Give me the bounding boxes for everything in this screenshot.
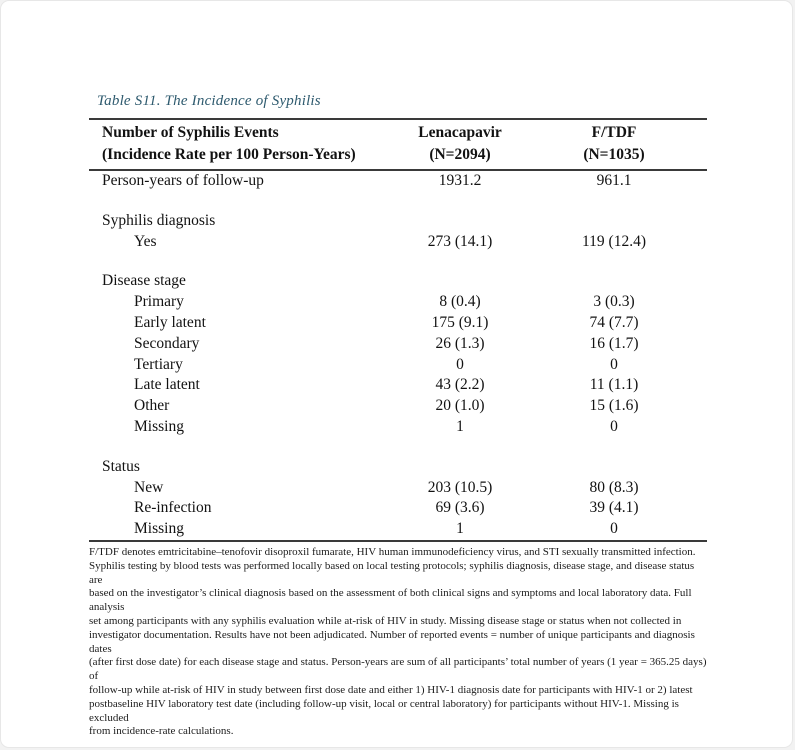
table-row-primary <box>89 292 707 313</box>
table-body <box>89 170 707 541</box>
header-measure <box>89 119 369 170</box>
header-col-lenacapavir <box>369 119 551 170</box>
footnote-line: Syphilis testing by blood tests was performed locally based on local testing protocols; syphilis diagnosis, disease stage, and disease status are <box>89 559 695 586</box>
row-value-lenacapavir: 0 <box>456 355 464 373</box>
row-value-ftdf: 16 (1.7) <box>589 334 639 352</box>
footnote-line: F/TDF denotes emtricitabine–tenofovir disoproxil fumarate, HIV human immunodeficiency virus, and STI sexually transmitted infection. <box>89 545 696 558</box>
spacer-row <box>89 252 707 271</box>
row-value-ftdf: 39 (4.1) <box>589 499 639 517</box>
row-label: Early latent <box>134 313 206 331</box>
section-row-disease-stage <box>89 271 707 292</box>
row-value-ftdf: 15 (1.6) <box>589 397 639 415</box>
row-value-ftdf: 3 (0.3) <box>593 293 635 311</box>
row-value-ftdf: 0 <box>610 417 618 435</box>
footnote-line: follow-up while at-risk of HIV in study between first dose date and either 1) HIV-1 diagnosis date for participants with HIV-1 or 2) latest <box>89 683 693 696</box>
table-row-reinfection <box>89 498 707 519</box>
section-label: Syphilis diagnosis <box>102 211 216 229</box>
row-label: New <box>134 478 164 496</box>
spacer-row <box>89 438 707 457</box>
row-label: Missing <box>134 417 184 435</box>
row-label: Re-infection <box>134 499 212 517</box>
section-label: Disease stage <box>102 272 186 290</box>
table-row-missing-status <box>89 519 707 541</box>
table-footnote <box>89 546 709 739</box>
table-header <box>89 119 707 170</box>
table-row-late-latent <box>89 375 707 396</box>
row-value-ftdf: 74 (7.7) <box>589 313 639 331</box>
row-value-ftdf: 0 <box>610 520 618 538</box>
row-label: Primary <box>134 293 184 311</box>
row-value-lenacapavir: 273 (14.1) <box>427 232 493 250</box>
table-row-tertiary <box>89 355 707 376</box>
section-row-syphilis-diagnosis <box>89 211 707 232</box>
table-row-secondary <box>89 334 707 355</box>
row-label: Yes <box>134 232 157 250</box>
table-row-early-latent <box>89 313 707 334</box>
row-value-lenacapavir: 203 (10.5) <box>427 478 493 496</box>
row-value-lenacapavir: 20 (1.0) <box>435 397 485 415</box>
footnote-line: based on the investigator’s clinical diagnosis based on the assessment of both clinical signs and symptoms and local laboratory data. Full analysis <box>89 587 692 614</box>
header-measure-line2: (Incidence Rate per 100 Person-Years) <box>102 146 356 163</box>
header-ftdf-n: (N=1035) <box>583 146 645 163</box>
table-row-missing-stage <box>89 417 707 438</box>
row-label: Missing <box>134 520 184 538</box>
syphilis-incidence-table <box>89 118 707 542</box>
row-value-lenacapavir: 1 <box>456 417 464 435</box>
row-label: Person-years of follow-up <box>102 172 264 189</box>
footnote-line: from incidence-rate calculations. <box>89 725 234 738</box>
footnote-line: postbaseline HIV laboratory test date (including follow-up visit, local or central laboratory) for participants without HIV-1. Missing is excluded <box>89 697 679 724</box>
section-label: Status <box>102 457 140 475</box>
footnote-line: set among participants with any syphilis evaluation while at-risk of HIV in study. Missing disease stage or status when not collected in <box>89 614 682 627</box>
row-value-lenacapavir: 43 (2.2) <box>435 376 485 394</box>
row-label: Tertiary <box>134 355 183 373</box>
row-label: Secondary <box>134 334 200 352</box>
footnote-line: investigator documentation. Results have not been adjudicated. Number of reported events = number of unique participants and diagnosis dates <box>89 628 695 655</box>
row-value-lenacapavir: 26 (1.3) <box>435 334 485 352</box>
header-lenacapavir-n: (N=2094) <box>429 146 491 163</box>
footnote-line: (after first dose date) for each disease stage and status. Person-years are sum of all participants’ total number of years (1 year = 365.25 days) of <box>89 656 707 683</box>
row-value-ftdf: 961.1 <box>596 172 632 189</box>
section-row-status <box>89 457 707 478</box>
row-value-ftdf: 0 <box>610 355 618 373</box>
row-value-lenacapavir: 8 (0.4) <box>439 293 481 311</box>
table-title: Table S11. The Incidence of Syphilis <box>97 93 321 109</box>
header-col-ftdf <box>551 119 707 170</box>
table-header-row <box>89 119 707 170</box>
row-label: Other <box>134 397 170 415</box>
row-label: Late latent <box>134 376 200 394</box>
row-value-ftdf: 80 (8.3) <box>589 478 639 496</box>
table-row-person-years <box>89 170 707 192</box>
spacer-row <box>89 192 707 211</box>
header-measure-line1: Number of Syphilis Events <box>102 124 279 141</box>
document-body <box>89 91 707 739</box>
row-value-lenacapavir: 1931.2 <box>438 172 482 189</box>
row-value-lenacapavir: 69 (3.6) <box>435 499 485 517</box>
table-row-new <box>89 478 707 499</box>
row-value-lenacapavir: 175 (9.1) <box>431 313 489 331</box>
row-value-lenacapavir: 1 <box>456 520 464 538</box>
row-value-ftdf: 119 (12.4) <box>582 232 646 250</box>
header-lenacapavir-name: Lenacapavir <box>418 124 502 141</box>
header-ftdf-name: F/TDF <box>591 124 637 141</box>
table-row-other <box>89 396 707 417</box>
table-row-yes <box>89 232 707 253</box>
row-value-ftdf: 11 (1.1) <box>589 376 639 394</box>
